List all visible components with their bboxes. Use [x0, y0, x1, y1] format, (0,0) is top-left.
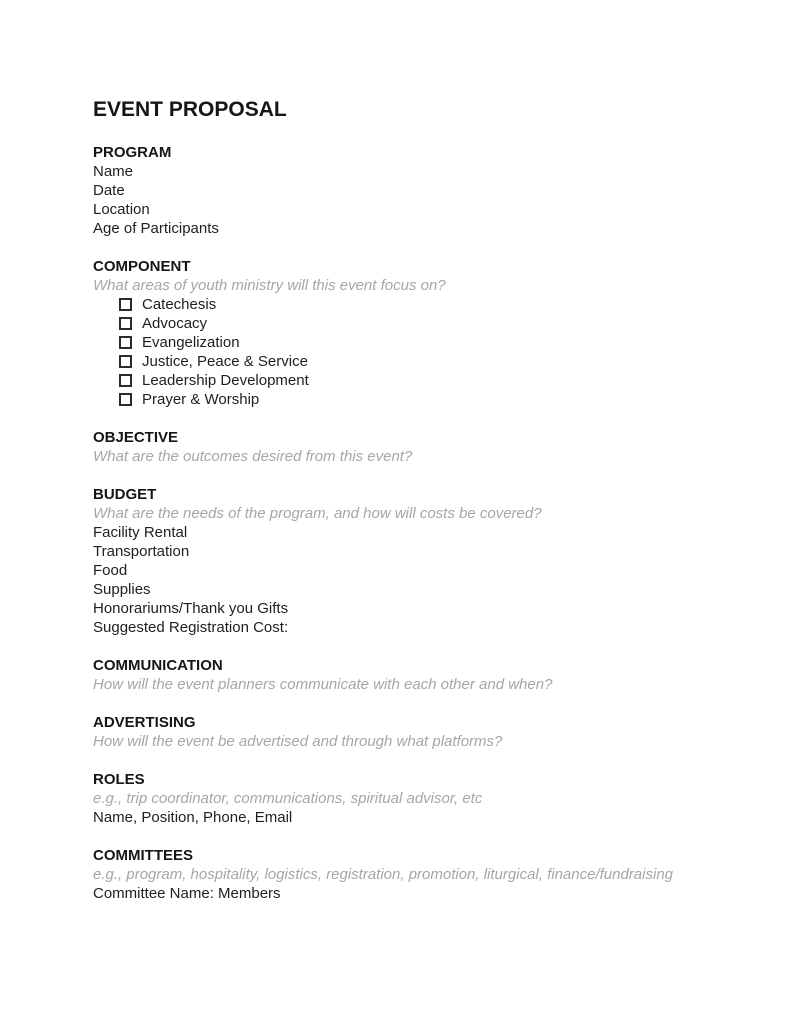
checkbox-justice-peace-service-icon[interactable] — [119, 355, 132, 368]
checkbox-label-evangelization: Evangelization — [142, 334, 240, 351]
checkbox-prayer-worship-icon[interactable] — [119, 393, 132, 406]
checkbox-label-catechesis: Catechesis — [142, 296, 217, 313]
checkbox-row-leadership-development — [93, 371, 701, 390]
section-heading-component: COMPONENT — [93, 258, 191, 275]
component-prompt: What areas of youth ministry will this event focus on? — [93, 277, 446, 294]
section-heading-roles: ROLES — [93, 771, 145, 788]
checkbox-row-prayer-worship — [93, 390, 701, 409]
budget-item-supplies: Supplies — [93, 581, 151, 598]
budget-item-registration-cost: Suggested Registration Cost: — [93, 619, 289, 636]
section-advertising — [93, 694, 701, 751]
committees-fields-line: Committee Name: Members — [93, 885, 281, 902]
section-heading-advertising: ADVERTISING — [93, 714, 196, 731]
field-label-date: Date — [93, 182, 125, 199]
section-roles — [93, 751, 701, 827]
checkbox-row-catechesis — [93, 295, 701, 314]
checkbox-catechesis-icon[interactable] — [119, 298, 132, 311]
section-heading-communication: COMMUNICATION — [93, 657, 223, 674]
budget-item-honorariums: Honorariums/Thank you Gifts — [93, 600, 289, 617]
checkbox-label-justice-peace-service: Justice, Peace & Service — [142, 353, 308, 370]
section-communication — [93, 637, 701, 694]
field-label-name: Name — [93, 163, 134, 180]
checkbox-row-justice-peace-service — [93, 352, 701, 371]
section-heading-program: PROGRAM — [93, 144, 172, 161]
section-budget — [93, 466, 701, 637]
objective-prompt: What are the outcomes desired from this event? — [93, 448, 413, 465]
section-objective — [93, 409, 701, 466]
section-program — [93, 124, 701, 238]
checkbox-label-advocacy: Advocacy — [142, 315, 208, 332]
field-label-age-of-participants: Age of Participants — [93, 220, 219, 237]
committees-prompt: e.g., program, hospitality, logistics, registration, promotion, liturgical, finance/fundraising — [93, 866, 673, 883]
checkbox-row-evangelization — [93, 333, 701, 352]
checkbox-label-leadership-development: Leadership Development — [142, 372, 309, 389]
page-title: EVENT PROPOSAL — [93, 98, 287, 121]
budget-item-facility-rental: Facility Rental — [93, 524, 188, 541]
checkbox-advocacy-icon[interactable] — [119, 317, 132, 330]
section-heading-committees: COMMITTEES — [93, 847, 193, 864]
checkbox-leadership-development-icon[interactable] — [119, 374, 132, 387]
budget-item-food: Food — [93, 562, 128, 579]
section-component — [93, 238, 701, 409]
section-committees — [93, 827, 701, 903]
roles-prompt: e.g., trip coordinator, communications, spiritual advisor, etc — [93, 790, 483, 807]
checkbox-evangelization-icon[interactable] — [119, 336, 132, 349]
advertising-prompt: How will the event be advertised and through what platforms? — [93, 733, 503, 750]
field-label-location: Location — [93, 201, 150, 218]
checkbox-label-prayer-worship: Prayer & Worship — [142, 391, 260, 408]
roles-fields-line: Name, Position, Phone, Email — [93, 809, 293, 826]
budget-prompt: What are the needs of the program, and how will costs be covered? — [93, 505, 542, 522]
section-heading-objective: OBJECTIVE — [93, 429, 179, 446]
communication-prompt: How will the event planners communicate with each other and when? — [93, 676, 553, 693]
budget-item-transportation: Transportation — [93, 543, 190, 560]
section-heading-budget: BUDGET — [93, 486, 157, 503]
checkbox-row-advocacy — [93, 314, 701, 333]
